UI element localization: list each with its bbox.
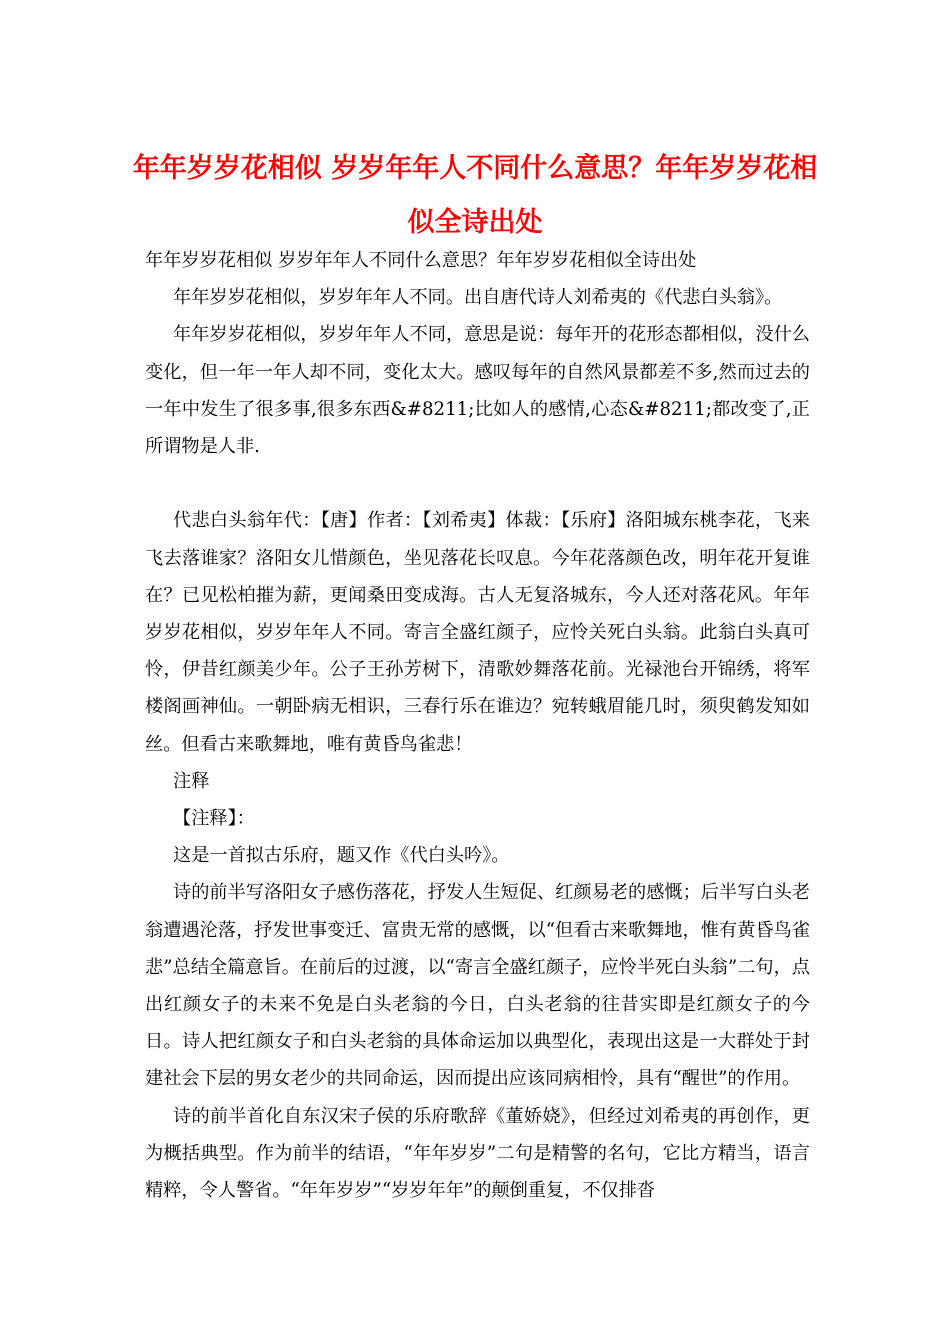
note-paragraph-1: 这是一首拟古乐府，题又作《代白头吟》。 <box>173 845 510 867</box>
notes-label: 【注释】： <box>173 808 255 830</box>
meaning-paragraph: 年年岁岁花相似，岁岁年年人不同，意思是说：每年开的花形态都相似，没什么变化，但一年一年人却不同，变化太大。感叹每年的自然风景都差不多,然而过去的一年中发生了很多事,很多东西&#8211;比如人的感情,心态&#8211;都改变了,正所谓物是人非. <box>145 324 810 458</box>
source-paragraph: 年年岁岁花相似，岁岁年年人不同。出自唐代诗人刘希夷的《代悲白头翁》。 <box>173 287 783 309</box>
paragraph-gap <box>145 465 810 502</box>
subtitle-paragraph: 年年岁岁花相似 岁岁年年人不同什么意思？年年岁岁花相似全诗出处 <box>145 250 697 271</box>
note-paragraph-2: 诗的前半写洛阳女子感伤落花，抒发人生短促、红颜易老的感慨；后半写白头老翁遭遇沦落，抒发世事变迁、富贵无常的感慨，以“但看古来歌舞地，惟有黄昏鸟雀悲”总结全篇意旨。在前后的过渡，以“寄言全盛红颜子，应怜半死白头翁”二句，点出红颜女子的未来不免是白头老翁的今日，白头老翁的往昔实即是红颜女子的今日。诗人把红颜女子和白头老翁的具体命运加以典型化，表现出这是一大群处于封建社会下层的男女老少的共同命运，因而提出应该同病相怜，具有“醒世”的作用。 <box>145 882 810 1090</box>
document-body <box>145 242 810 1209</box>
document-title <box>120 142 830 250</box>
poem-paragraph: 代悲白头翁年代：【唐】作者：【刘希夷】体裁：【乐府】洛阳城东桃李花，飞来飞去落谁家？洛阳女儿惜颜色，坐见落花长叹息。今年花落颜色改，明年花开复谁在？已见松柏摧为薪，更闻桑田变成海。古人无复洛城东，今人还对落花风。年年岁岁花相似，岁岁年年人不同。寄言全盛红颜子，应怜关死白头翁。此翁白头真可怜，伊昔红颜美少年。公子王孙芳树下，清歌妙舞落花前。光禄池台开锦绣，将军楼阁画神仙。一朝卧病无相识，三春行乐在谁边？宛转蛾眉能几时，须臾鹤发知如丝。但看古来歌舞地，唯有黄昏鸟雀悲！ <box>145 510 810 755</box>
notes-heading: 注释 <box>173 770 210 792</box>
note-paragraph-3: 诗的前半首化自东汉宋子侯的乐府歌辞《董娇娆》，但经过刘希夷的再创作，更为概括典型。作为前半的结语，“年年岁岁”二句是精警的名句，它比方精当，语言精粹，令人警省。“年年岁岁”“岁岁年年”的颠倒重复，不仅排沓 <box>145 1105 810 1202</box>
title-line-2: 似全诗出处 <box>407 207 543 238</box>
title-line-1: 年年岁岁花相似 岁岁年年人不同什么意思？年年岁岁花相 <box>132 153 818 184</box>
